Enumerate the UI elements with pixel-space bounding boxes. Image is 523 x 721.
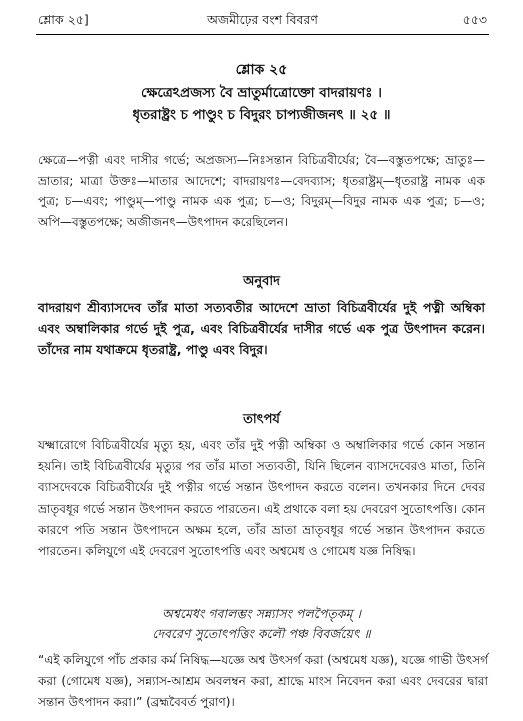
quote-line-2: দেবরেণ সুতোৎপত্তিং কলৌ পঞ্চ বিবর্জয়েৎ ॥ [152, 626, 371, 641]
header-rule [36, 34, 489, 35]
quote-line-1: অশ্বমেধং গবালম্ভং সন্ন্যাসং পলপৈতৃকম্ । [162, 606, 361, 621]
verse-text [0, 82, 523, 126]
translation-heading: অনুবাদ [243, 274, 280, 289]
translation-paragraph: বাদরায়ণ শ্রীব্যাসদেব তাঁর মাতা সত্যবতীর আদেশে ভ্রাতা বিচিত্রবীর্যের দুই পত্নী অম্বিকা এবং অম্বালিকার গর্ভে দুই পুত্র, এবং বিচিত্রবীর্যের দাসীর গর্ভে এক পুত্র উৎপাদন করেন। তাঁদের নাম যথাক্রমে ধৃতরাষ্ট্র, পাণ্ডু এবং বিদুর। [38, 300, 485, 357]
verse-line-2: ধৃতরাষ্ট্রং চ পাণ্ডুং চ বিদুরং চাপ্যজীজনৎ ॥ ২৫ ॥ [132, 107, 391, 123]
page-header [38, 12, 487, 32]
header-chapter-title: অজমীঢ়ের বংশ বিবরণ [207, 12, 318, 27]
synonyms-paragraph: ক্ষেত্রে—পত্নী এবং দাসীর গর্ভে; অপ্রজস্য—নিঃসন্তান বিচিত্রবীর্যের; বৈ—বস্তুতপক্ষে; ভ্রাতুঃ—ভ্রাতার; মাত্রা উক্তঃ—মাতার আদেশে; বাদরায়ণঃ—বেদব্যাস; ধৃতরাষ্ট্রম্—ধৃতরাষ্ট্র নামক এক পুত্র; চ—এবং; পাণ্ডুম্—পাণ্ডু নামক এক পুত্র; চ—ও; বিদুরম্—বিদুর নামক এক পুত্র; চ—ও; অপি—বস্তুতপক্ষে; অজীজনৎ—উৎপাদন করেছিলেন। [38, 153, 485, 229]
purport-paragraph: যক্ষ্মারোগে বিচিত্রবীর্যের মৃত্যু হয়, এবং তাঁর দুই পত্নী অম্বিকা ও অম্বালিকার গর্ভে কোন সন্তান হয়নি। তাই বিচিত্রবীর্যের মৃত্যুর পর তাঁর মাতা সত্যবতী, যিনি ছিলেন ব্যাসদেবেরও মাতা, তিনি ব্যাসদেবকে বিচিত্রবীর্যের দুই পত্নীর গর্ভে সন্তান উৎপাদন করতে বলেন। তখনকার দিনে দেবর ভ্রাতৃবধূর গর্ভে সন্তান উৎপাদন করতে পারতেন। এই প্রথাকে বলা হয় দেবরেণ সুতোৎপত্তি। কোন কারণে পতি সন্তান উৎপাদনে অক্ষম হলে, তাঁর ভ্রাতা ভ্রাতৃবধূর গর্ভে সন্তান উৎপাদন করতে পারতেন। কলিযুগে এই দেবরেণ সুতোৎপত্তি এবং অশ্বমেধ ও গোমেধ যজ্ঞ নিষিদ্ধ। [38, 438, 485, 559]
header-verse-ref: শ্লোক ২৫] [38, 12, 89, 27]
header-page-number: ৫৫৩ [462, 12, 487, 27]
sanskrit-quote [0, 604, 523, 644]
quote-translation: “এই কলিযুগে পাঁচ প্রকার কর্ম নিষিদ্ধ—যজ্ঞে অশ্ব উৎসর্গ করা (অশ্বমেধ যজ্ঞ), যজ্ঞে গাভী উৎসর্গ করা (গোমেধ যজ্ঞ), সন্ন্যাস-আশ্রম অবলম্বন করা, শ্রাদ্ধে মাংস নিবেদন করা এবং দেবরের দ্বারা সন্তান উৎপাদন করা।” (ব্রহ্মবৈবর্ত পুরাণ)। [38, 653, 488, 709]
verse-title: শ্লোক ২৫ [235, 62, 288, 78]
verse-line-1: ক্ষেত্রেঽপ্রজস্য বৈ ভ্রাতুর্মাত্রোক্তো বাদরায়ণঃ । [141, 85, 382, 101]
purport-heading: তাৎপর্য [243, 412, 280, 427]
